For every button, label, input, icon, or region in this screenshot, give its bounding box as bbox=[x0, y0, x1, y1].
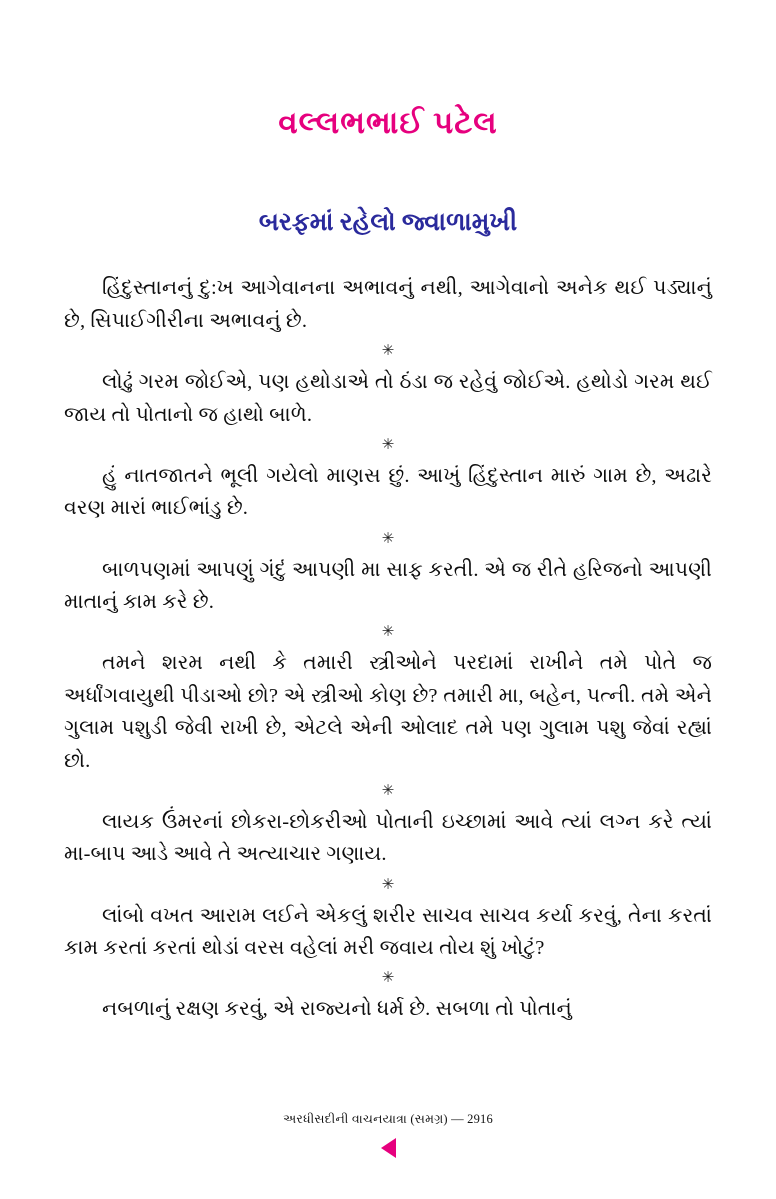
chapter-title: બરફમાં રહેલો જ્વાળામુખી bbox=[258, 209, 518, 237]
paragraph-separator: ✳ bbox=[381, 343, 395, 360]
paragraph: તમને શરમ નથી કે તમારી સ્ત્રીઓને પરદામાં રાખીને તમે પોતે જ અર્ધાંગવાયુથી પીડાઓ છો? એ સ્ત્રીઓ કોણ છે? તમારી મા, બહેન, પત્ની. તમે એને ગુલામ પશુડી જેવી રાખી છે, એટલે એની ઓલાદ તમે પણ ગુલામ પશુ જેવાં રહ્યાં છો. bbox=[64, 652, 712, 772]
paragraph-separator: ✳ bbox=[381, 876, 395, 893]
paragraph-separator: ✳ bbox=[381, 624, 395, 641]
paragraph: લાંબો વખત આરામ લઈને એકલું શરીર સાચવ સાચવ કર્યા કરવું, તેના કરતાં કામ કરતાં કરતાં થોડાં વરસ વહેલાં મરી જવાય તોય શું ખોટું? bbox=[64, 904, 712, 960]
paragraph: લોઢું ગરમ જોઈએ, પણ હથોડાએ તો ઠંડા જ રહેવું જોઈએ. હથોડો ગરમ થઈ જાય તો પોતાનો જ હાથો બાળે. bbox=[64, 371, 712, 426]
paragraph-separator: ✳ bbox=[381, 970, 395, 987]
paragraph-separator: ✳ bbox=[381, 436, 395, 453]
previous-page-button[interactable] bbox=[0, 1138, 776, 1163]
page-footer: અરધીસદીની વાચનયાત્રા (સમગ્ર) — 2916 bbox=[283, 1112, 493, 1126]
paragraph: હિંદુસ્તાનનું દુ:ખ આગેવાનના અભાવનું નથી, આગેવાનો અનેક થઈ પડ્યાનું છે, સિપાઈગીરીના અભાવનું છે. bbox=[64, 277, 712, 332]
paragraph: હું નાતજાતને ભૂલી ગયેલો માણસ છું. આખું હિંદુસ્તાન મારું ગામ છે, અઢારે વરણ મારાં ભાઈભાંડુ છે. bbox=[64, 464, 712, 520]
paragraph: નબળાનું રક્ષણ કરવું, એ રાજ્યનો ધર્મ છે. સબળા તો પોતાનું bbox=[102, 998, 572, 1021]
book-title: વલ્લભભાઈ પટેલ bbox=[278, 105, 498, 140]
paragraph: બાળપણમાં આપણું ગંદું આપણી મા સાફ કરતી. એ જ રીતે હરિજનો આપણી માતાનું કામ કરે છે. bbox=[64, 558, 712, 614]
paragraph: લાયક ઉંમરનાં છોકરા-છોકરીઓ પોતાની ઇચ્છામાં આવે ત્યાં લગ્ન કરે ત્યાં મા-બાપ આડે આવે તે અત્યાચાર ગણાય. bbox=[64, 810, 712, 866]
paragraph-separator: ✳ bbox=[381, 782, 395, 799]
triangle-left-icon bbox=[381, 1138, 396, 1158]
body-text bbox=[64, 272, 712, 1025]
paragraph-separator: ✳ bbox=[381, 530, 395, 547]
